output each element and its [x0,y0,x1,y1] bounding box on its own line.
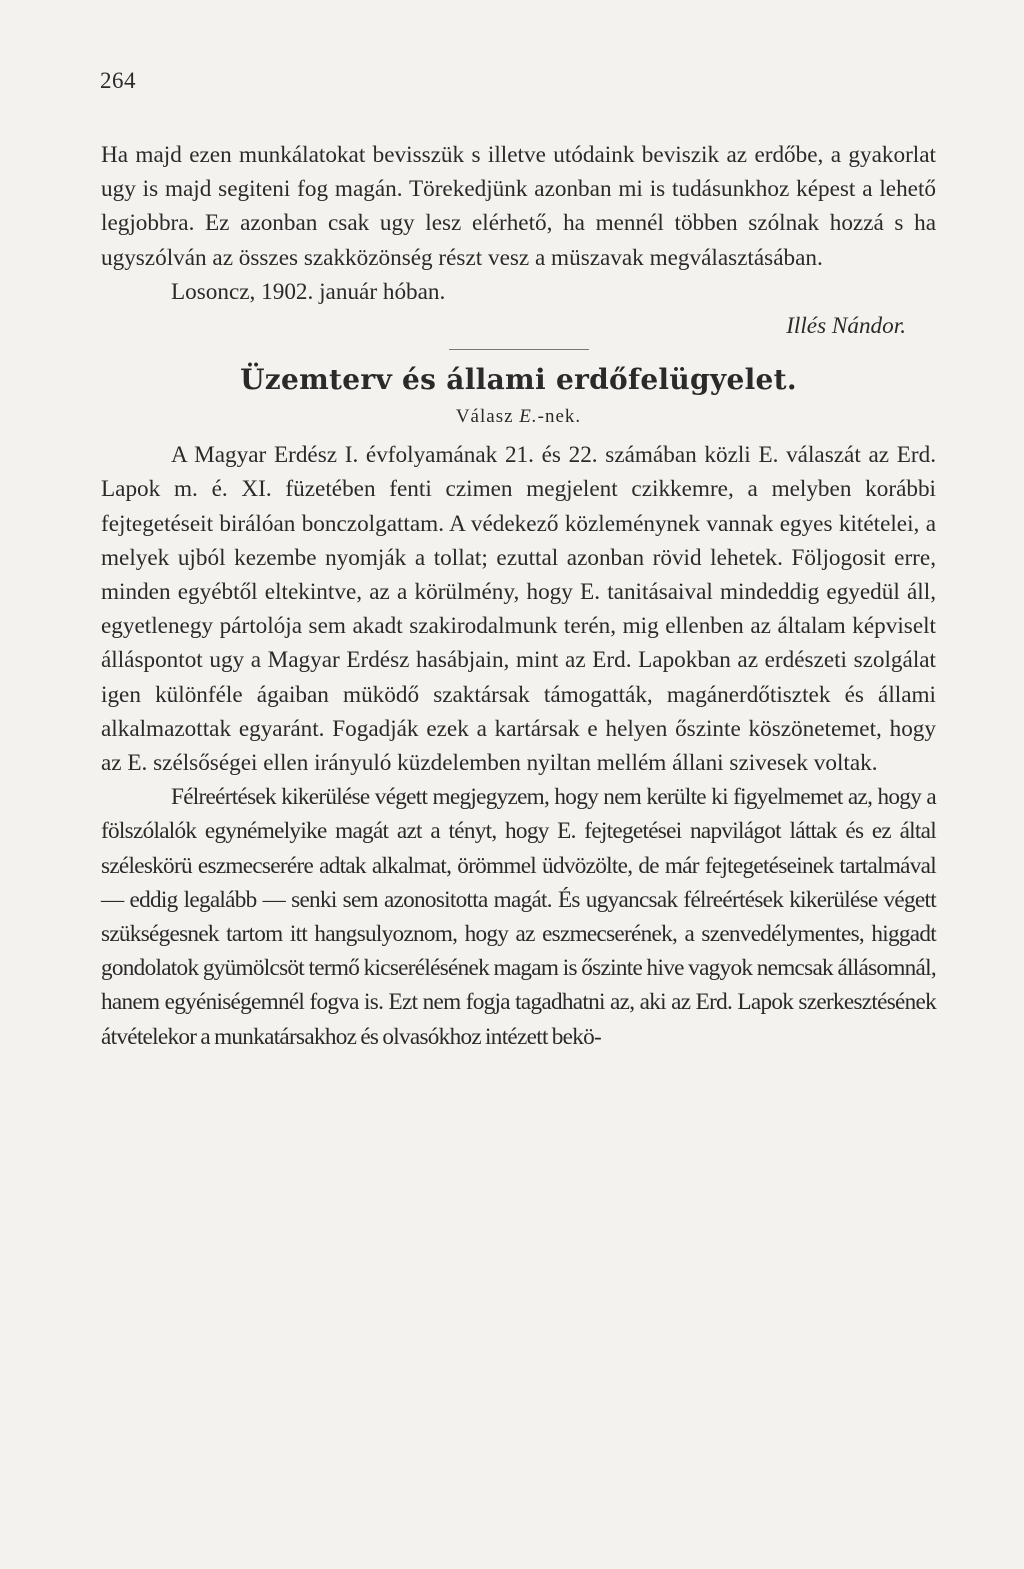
article-paragraph-1: A Magyar Erdész I. évfolyamának 21. és 22. számában közli E. válaszát az Erd. Lapok m. é. XI. füzetében fenti czimen megjelent czikkemre, a melyben korábbi fejtegetéseit birálóan bonczolgattam. A védekező közleménynek vannak egyes kitételei, a melyek ujból kezembe nyomják a tollat; ezuttal azonban rövid lehetek. Följogosit erre, minden egyébtől eltekintve, az a körülmény, hogy E. tanitásaival mindeddig egyedül áll, egyetlenegy pártolója sem akadt szakirodalmunk terén, mig ellenben az általam képviselt álláspontot ugy a Magyar Erdész hasábjain, mint az Erd. Lapokban az erdészeti szolgálat igen különféle ágaiban müködő szaktársak támogatták, magánerdőtisztek és állami alkalmazottak egyaránt. Fogadják ezek a kartársak e helyen őszinte köszönetemet, hogy az E. szélsőségei ellen irányuló küzdelemben nyiltan mellém állani szivesek voltak. [101,442,936,777]
section-divider [449,349,589,350]
page-number: 264 [100,68,136,93]
article-paragraph-2: Félreértések kikerülése végett megjegyzem, hogy nem kerülte ki figyelmemet az, hogy a fölszólalók egynémelyike magát azt a tényt, hogy E. fejtegetései napvilágot láttak és ez által széleskörü eszmecserére adtak alkalmat, örömmel üdvözölte, de már fejtegetéseinek tartalmával — eddig legalább — senki sem azonositotta magát. És ugyancsak félreértések kikerülése végett szükségesnek tartom itt hangsulyoznom, hogy az eszmecserének, a szenvedélymentes, higgadt gondolatok gyümölcsöt termő kicserélésének magam is őszinte hive vagyok nemcsak állásomnál, hanem egyéniségemnél fogva is. Ezt nem fogja tagadhatni az, aki az Erd. Lapok szerkesztésének átvételekor a munkatársakhoz és olvasókhoz intézett bekö- [101,784,936,1050]
subtitle-suffix: -nek. [537,406,582,428]
article-subtitle [101,402,936,432]
subtitle-initial: E. [519,406,538,428]
article-title: Üzemterv és állami erdőfelügyelet. [240,363,797,397]
page-body [101,138,936,1054]
closing-paragraph: Ha majd ezen munkálatokat bevisszük s illetve utódaink beviszik az erdőbe, a gyakorlat ugy is majd segiteni fog magán. Törekedjünk azonban mi is tudásunkhoz képest a lehető legjobbra. Ez azonban csak ugy lesz elérhető, ha mennél többen szólnak hozzá s ha ugyszólván az összes szakközönség részt vesz a müszavak megválasztásában. [101,142,936,271]
subtitle-prefix: Válasz [455,406,520,428]
dateline: Losoncz, 1902. január hóban. [171,278,446,305]
author-signature: Illés Nándor. [786,313,906,340]
